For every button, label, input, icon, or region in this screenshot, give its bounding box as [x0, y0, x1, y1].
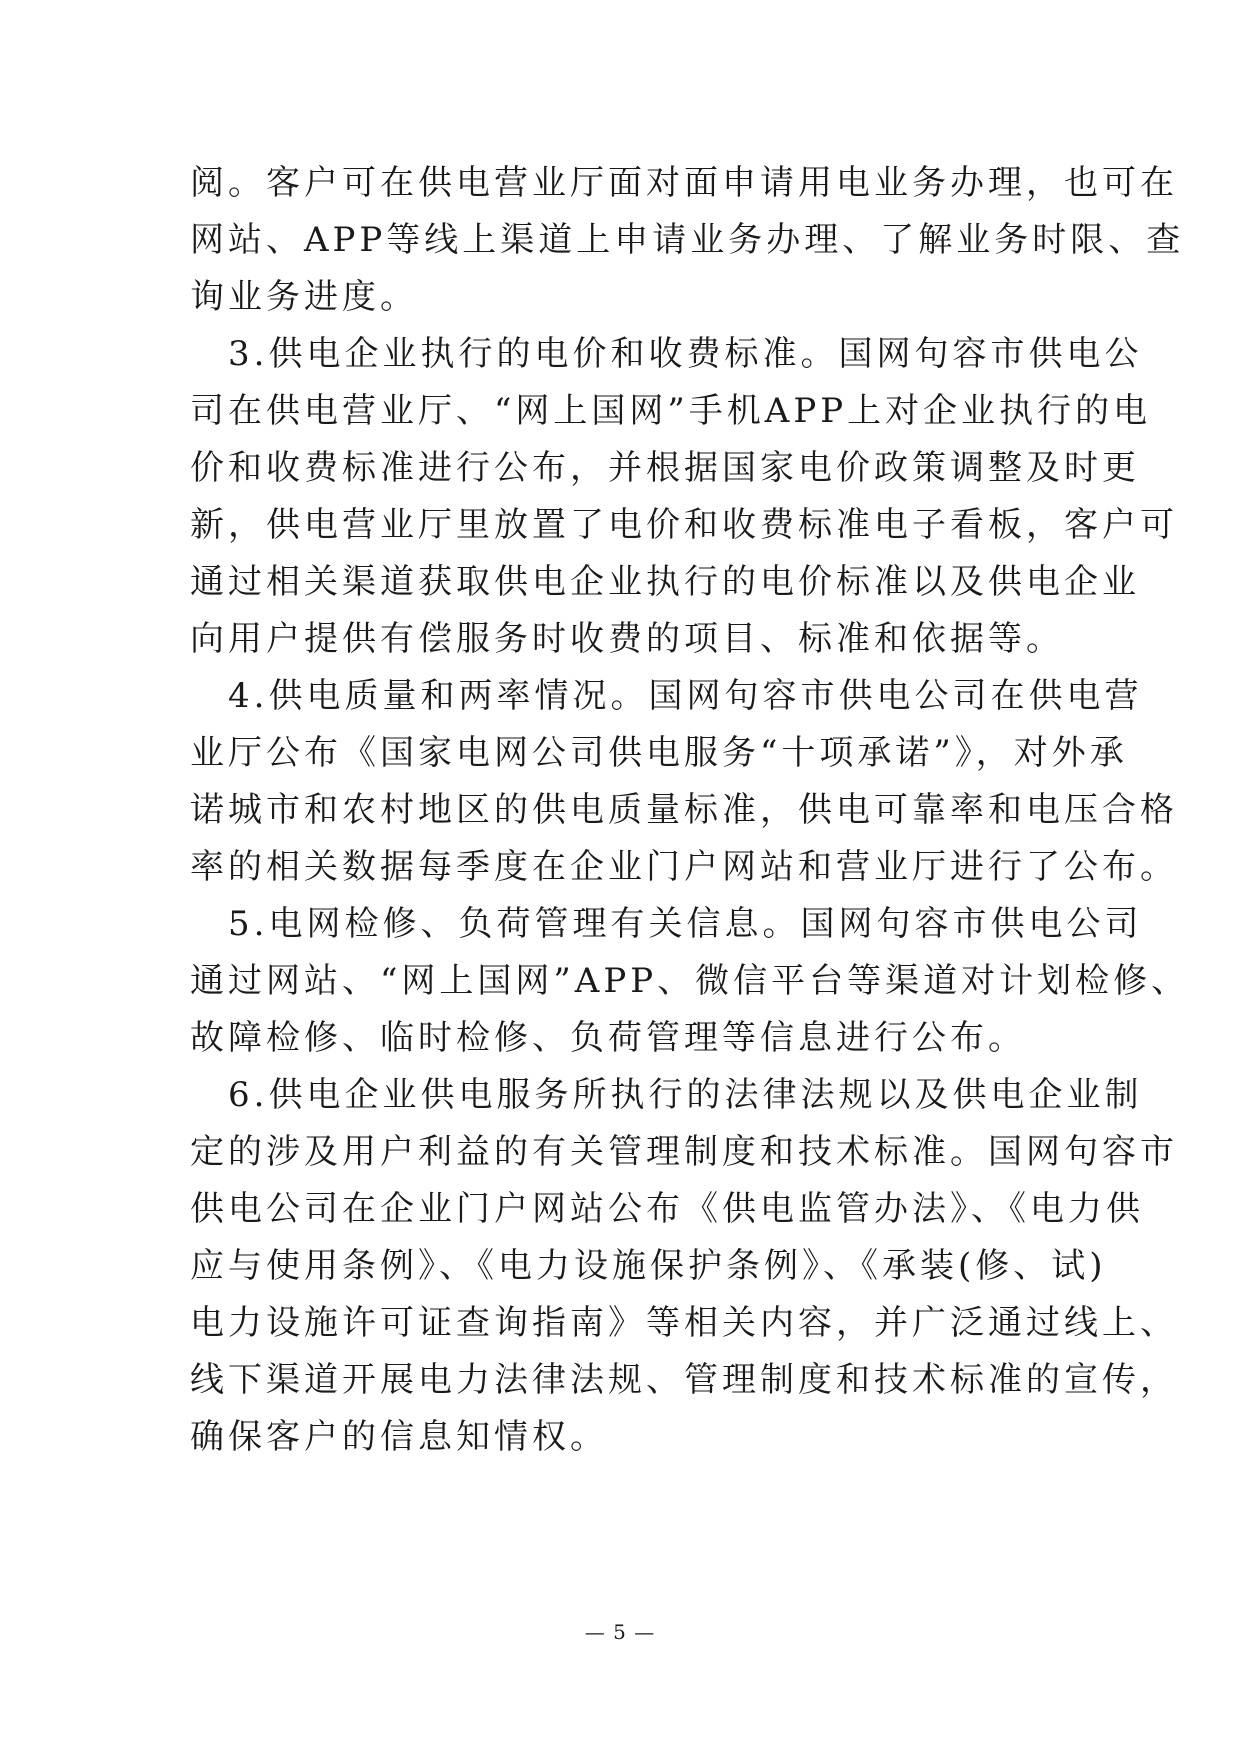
text-line: 网站、APP等线上渠道上申请业务办理、了解业务时限、查 — [190, 220, 1185, 260]
text-line: 应与使用条例》、《电力设施保护条例》、《承装(修、试) — [190, 1246, 1107, 1286]
paragraph-item-6 — [190, 1067, 1178, 1466]
page-number: — 5 — — [584, 1620, 656, 1644]
text-line: 确保客户的信息知情权。 — [190, 1417, 608, 1457]
text-line: 司在供电营业厅、“网上国网”手机APP上对企业执行的电 — [190, 391, 1152, 431]
text-line: 6.供电企业供电服务所执行的法律法规以及供电企业制 — [190, 1075, 1143, 1115]
text-line: 3.供电企业执行的电价和收费标准。国网句容市供电公 — [190, 334, 1143, 374]
text-line: 定的涉及用户利益的有关管理制度和技术标准。国网句容市 — [190, 1132, 1178, 1172]
paragraph-intro-continuation — [190, 155, 1185, 326]
text-line: 询业务进度。 — [190, 277, 418, 317]
paragraph-item-5 — [190, 896, 1190, 1067]
text-line: 4.供电质量和两率情况。国网句容市供电公司在供电营 — [190, 676, 1143, 716]
text-line: 业厅公布《国家电网公司供电服务“十项承诺”》，对外承 — [190, 733, 1128, 773]
text-line: 通过网站、“网上国网”APP、微信平台等渠道对计划检修、 — [190, 961, 1190, 1001]
text-line: 率的相关数据每季度在企业门户网站和营业厅进行了公布。 — [190, 847, 1178, 887]
text-line: 阅。客户可在供电营业厅面对面申请用电业务办理，也可在 — [190, 163, 1178, 203]
text-line: 电力设施许可证查询指南》等相关内容，并广泛通过线上、 — [190, 1303, 1178, 1343]
document-page — [190, 155, 1190, 1466]
text-line: 诺城市和农村地区的供电质量标准，供电可靠率和电压合格 — [190, 790, 1178, 830]
text-line: 故障检修、临时检修、负荷管理等信息进行公布。 — [190, 1018, 1026, 1058]
text-line: 通过相关渠道获取供电企业执行的电价标准以及供电企业 — [190, 562, 1140, 602]
text-line: 新，供电营业厅里放置了电价和收费标准电子看板，客户可 — [190, 505, 1178, 545]
paragraph-item-3 — [190, 326, 1178, 668]
text-line: 价和收费标准进行公布，并根据国家电价政策调整及时更 — [190, 448, 1140, 488]
text-line: 线下渠道开展电力法律法规、管理制度和技术标准的宣传， — [190, 1360, 1178, 1400]
text-line: 向用户提供有偿服务时收费的项目、标准和依据等。 — [190, 619, 1064, 659]
text-line: 供电公司在企业门户网站公布《供电监管办法》、《电力供 — [190, 1189, 1144, 1229]
text-line: 5.电网检修、负荷管理有关信息。国网句容市供电公司 — [190, 904, 1143, 944]
paragraph-item-4 — [190, 668, 1178, 896]
